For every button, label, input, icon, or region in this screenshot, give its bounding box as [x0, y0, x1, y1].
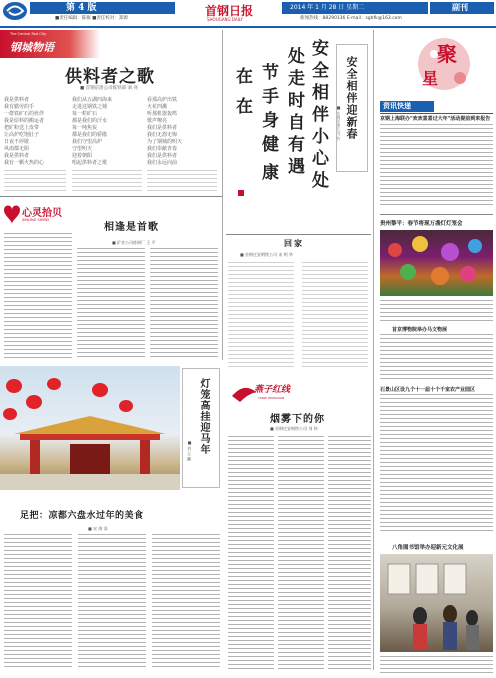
- column-divider: [222, 30, 223, 360]
- poem-line: 听那机器轰鸣: [147, 111, 178, 117]
- svg-text:遇: 遇: [288, 157, 305, 177]
- mid-feature-body: [152, 534, 220, 670]
- svg-text:健: 健: [262, 135, 279, 155]
- red-logo: [228, 378, 298, 408]
- poem-line: 我有一颗火热的心: [4, 160, 45, 166]
- poem-line: 为了钢城的明天: [147, 139, 183, 145]
- essay-body: [328, 436, 371, 670]
- rule: [380, 113, 493, 114]
- calligraphy-art: [226, 32, 336, 232]
- news-body: [380, 300, 493, 322]
- news-body: [380, 656, 493, 674]
- red-logo-en: YANZI HONGXIAN: [258, 396, 285, 400]
- poem-text-block: [72, 170, 142, 192]
- svg-text:有: 有: [288, 135, 305, 155]
- home-poem-body: [302, 262, 368, 370]
- poem-line: 我有勤劳的手: [4, 104, 35, 110]
- svg-text:安: 安: [312, 39, 329, 59]
- svg-text:处: 处: [312, 171, 329, 191]
- paper-name-en: SHOUGANG DAILY: [207, 17, 243, 22]
- poem-text-block: [147, 170, 217, 192]
- banner-sub: The Central Red City: [10, 32, 47, 36]
- xinling-logo-text: 心灵拾贝: [22, 208, 62, 219]
- section-tag: [430, 2, 494, 14]
- red-logo-text: 燕子红线: [254, 385, 291, 395]
- poem-line: 让高炉吃饱肚子: [4, 132, 40, 138]
- calligraphy-panel: [226, 32, 336, 232]
- poem-byline: ■ 首钢京唐公司炼铁部 刘 亮: [80, 86, 139, 91]
- news-section-label: 资讯快递: [383, 102, 411, 110]
- poem-line: 风雨都无阻: [4, 146, 30, 152]
- rule: [380, 214, 493, 215]
- svg-text:时: 时: [288, 91, 305, 111]
- xinling-body: [77, 248, 145, 358]
- svg-text:全: 全: [312, 61, 329, 81]
- poem-line: 迎着朝阳: [72, 153, 93, 159]
- masthead-date-bar: [282, 2, 428, 14]
- poem-line: 我们永远向前: [147, 160, 178, 166]
- page-label-bar: [30, 2, 175, 14]
- top-left-banner: [0, 30, 100, 58]
- xinling-title: 相逢是首歌: [104, 222, 159, 233]
- poem-text-block: [4, 170, 66, 192]
- news-headline: 京钢上海联办"欢欢喜喜过大年"活动提前到来报告: [380, 116, 491, 122]
- svg-text:自: 自: [288, 113, 305, 133]
- masthead-date: 2014 年 1 月 28 日 星期二: [290, 4, 365, 11]
- xinling-body: [4, 233, 72, 358]
- svg-text:处: 处: [288, 47, 305, 67]
- swirl-icon: [3, 2, 27, 20]
- masthead-sub-left: ■责任编辑：陈雁 ■责任校对：郑源: [55, 16, 128, 21]
- poem-line: 我们是供料者: [147, 125, 178, 131]
- essay-body: [278, 436, 324, 670]
- lantern-festival-photo: [380, 230, 493, 296]
- home-poem-title: 回家: [284, 238, 304, 248]
- poem-line: 看那高炉出铁: [147, 97, 178, 103]
- news-body: [380, 334, 493, 382]
- svg-text:伴: 伴: [312, 105, 329, 125]
- poem-line: 都是我们的骄傲: [72, 132, 108, 138]
- news-headline: 首京博物院举办马文物展: [392, 327, 448, 333]
- calligraphy-side-sub: ■ 首钢京唐公司 书: [336, 105, 341, 141]
- news-body: [380, 124, 493, 208]
- poem-line: 我们从五湖四海来: [72, 97, 113, 103]
- svg-text:节: 节: [262, 63, 279, 83]
- page-label: 第 4 版: [66, 3, 97, 13]
- right-logo-sub: 星: [422, 69, 439, 88]
- essay-body: [228, 436, 274, 670]
- poem-line: 我们奉献青春: [147, 146, 178, 152]
- essay-title: 烟雾下的你: [270, 414, 325, 425]
- poem-line: 火花四溅: [147, 104, 168, 110]
- exhibit-photo: [380, 554, 493, 652]
- poem-line: 每一粒矿石: [72, 111, 98, 117]
- right-logo-text: 聚: [437, 42, 457, 66]
- lantern-byline: ■ 刘 玉 鹏: [187, 440, 192, 461]
- masthead: [0, 0, 496, 28]
- svg-text:在: 在: [236, 97, 253, 117]
- mid-feature-body: [4, 534, 72, 670]
- news-headline: 石景山区设九个十一届十个千室农产业园区: [380, 387, 476, 393]
- poem-line: 歌声嘹亮: [147, 118, 168, 124]
- masthead-sub-right: 新闻热线：88290136 E-mail：sgbfk@163.com: [300, 16, 402, 21]
- home-poem-body: [228, 262, 294, 370]
- news-headline: 八角图书馆举办迎新元文化展: [392, 545, 464, 551]
- lantern-frame: [182, 368, 220, 488]
- poem-title: 供料者之歌: [65, 67, 155, 87]
- poem-line: 守望明天: [72, 146, 93, 152]
- poem-line: 我们无怨无悔: [147, 132, 178, 138]
- xinling-byline: ■ 矿业公司炼钢厂 王 平: [112, 240, 156, 245]
- rule: [226, 234, 371, 235]
- svg-text:康: 康: [262, 163, 279, 183]
- poem-line: 我是供料者: [4, 153, 30, 159]
- news-body: [380, 394, 493, 534]
- poem-line: 唱起供料者之歌: [72, 160, 108, 166]
- svg-text:身: 身: [262, 111, 279, 131]
- poem-line: 我是原料的搬运者: [4, 118, 45, 124]
- paper-name: 首钢日报: [205, 4, 254, 18]
- poem-line: 把矿粉送上皮带: [4, 125, 40, 131]
- lantern-title: 灯笼高挂迎马年: [198, 378, 209, 455]
- mid-feature-body: [78, 534, 146, 670]
- news-photo-exhibit: [380, 554, 493, 652]
- column-divider: [373, 30, 374, 670]
- lantern-photo: [0, 366, 180, 490]
- svg-text:走: 走: [288, 69, 305, 89]
- poem-line: 日夜不停歇: [4, 139, 30, 145]
- xinling-body: [150, 248, 218, 358]
- mid-feature-title: 足把：凉都六盘水过年的美食: [20, 511, 144, 521]
- poem-line: 每一吨焦炭: [72, 125, 98, 131]
- news-photo-crowd: [380, 230, 493, 296]
- poem-line: 我是供料者: [4, 97, 30, 103]
- xinling-logo-en: XINLING SHIBEI: [22, 218, 50, 222]
- right-logo: [412, 34, 482, 96]
- home-poem-byline: ■ 首钢迁安钢铁公司 宋 明 华: [240, 252, 293, 257]
- banner-text: 钢城物语: [10, 41, 54, 54]
- calligraphy-side-title: 安全相伴迎新春: [345, 56, 358, 140]
- mid-feature-byline: ■ 宋 海 涛: [88, 526, 108, 531]
- poem-line: 我们是供料者: [147, 153, 178, 159]
- poem-line: 都是我们的汗水: [72, 118, 108, 124]
- paper-logo-icon: [3, 2, 27, 20]
- section-name: 副刊: [452, 3, 468, 12]
- poem-line: 我们守望高炉: [72, 139, 103, 145]
- calligraphy-frame: [336, 44, 368, 172]
- news-headline: 贵州黎平：春节将现万盏灯灯笼会: [380, 221, 463, 227]
- svg-text:心: 心: [312, 149, 329, 169]
- svg-text:在: 在: [236, 67, 253, 87]
- rule: [0, 196, 222, 197]
- svg-text:相: 相: [312, 83, 329, 103]
- essay-byline: ■ 首钢迁安钢铁公司 刘 伟: [270, 426, 318, 431]
- svg-text:手: 手: [262, 87, 279, 107]
- seal-stamp: [238, 190, 244, 196]
- svg-text:小: 小: [312, 127, 329, 147]
- poem-line: 走进这钢铁之城: [72, 104, 108, 110]
- gate-lantern-photo: [0, 366, 180, 490]
- news-section-header: [380, 101, 434, 112]
- poem-line: 一群铁矿石的伙伴: [4, 111, 45, 117]
- xinling-logo: [0, 200, 70, 228]
